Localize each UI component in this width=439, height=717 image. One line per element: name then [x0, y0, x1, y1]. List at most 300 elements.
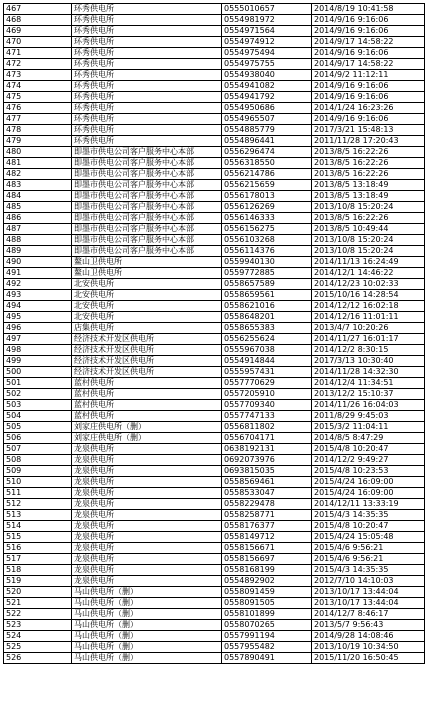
account-number-cell: 0554938040 [222, 70, 312, 81]
account-number-cell: 0558659561 [222, 290, 312, 301]
account-number-cell: 0558258771 [222, 510, 312, 521]
account-number-cell: 0555957431 [222, 367, 312, 378]
unit-cell: 环秀供电所 [72, 48, 222, 59]
row-number-cell: 511 [4, 488, 72, 499]
unit-cell: 即墨市供电公司客户服务中心本部 [72, 235, 222, 246]
unit-cell: 龙泉供电所 [72, 532, 222, 543]
account-number-cell: 0559772885 [222, 268, 312, 279]
account-number-cell: 0558533047 [222, 488, 312, 499]
account-number-cell: 0554896441 [222, 136, 312, 147]
table-row [4, 554, 425, 565]
account-number-cell: 0556126269 [222, 202, 312, 213]
unit-cell: 龙泉供电所 [72, 466, 222, 477]
unit-cell: 即墨市供电公司客户服务中心本部 [72, 224, 222, 235]
table-row [4, 356, 425, 367]
account-number-cell: 0558156671 [222, 543, 312, 554]
timestamp-cell: 2015/10/16 14:28:54 [312, 290, 425, 301]
table-row [4, 367, 425, 378]
timestamp-cell: 2013/8/5 16:22:26 [312, 158, 425, 169]
row-number-cell: 508 [4, 455, 72, 466]
table-row [4, 389, 425, 400]
table-row [4, 4, 425, 15]
table-row [4, 158, 425, 169]
row-number-cell: 518 [4, 565, 72, 576]
unit-cell: 马山供电所（删） [72, 587, 222, 598]
table-row [4, 510, 425, 521]
table-row [4, 103, 425, 114]
timestamp-cell: 2013/8/5 16:22:26 [312, 169, 425, 180]
account-number-cell: 0556178013 [222, 191, 312, 202]
table-row [4, 268, 425, 279]
row-number-cell: 505 [4, 422, 72, 433]
unit-cell: 环秀供电所 [72, 125, 222, 136]
row-number-cell: 503 [4, 400, 72, 411]
timestamp-cell: 2014/11/28 14:32:30 [312, 367, 425, 378]
account-number-cell: 0557709340 [222, 400, 312, 411]
account-number-cell: 0554965507 [222, 114, 312, 125]
row-number-cell: 492 [4, 279, 72, 290]
timestamp-cell: 2013/8/5 16:22:26 [312, 213, 425, 224]
unit-cell: 即墨市供电公司客户服务中心本部 [72, 180, 222, 191]
unit-cell: 环秀供电所 [72, 37, 222, 48]
unit-cell: 环秀供电所 [72, 92, 222, 103]
account-number-cell: 0558569461 [222, 477, 312, 488]
table-row [4, 81, 425, 92]
unit-cell: 龙泉供电所 [72, 521, 222, 532]
table-row [4, 48, 425, 59]
unit-cell: 龙泉供电所 [72, 455, 222, 466]
row-number-cell: 490 [4, 257, 72, 268]
account-number-cell: 0556103268 [222, 235, 312, 246]
account-number-cell: 0556318550 [222, 158, 312, 169]
timestamp-cell: 2013/8/5 13:18:49 [312, 191, 425, 202]
row-number-cell: 497 [4, 334, 72, 345]
account-number-cell: 0557991194 [222, 631, 312, 642]
timestamp-cell: 2014/8/19 10:41:58 [312, 4, 425, 15]
timestamp-cell: 2012/7/10 14:10:03 [312, 576, 425, 587]
row-number-cell: 524 [4, 631, 72, 642]
timestamp-cell: 2015/4/8 10:23:53 [312, 466, 425, 477]
table-row [4, 477, 425, 488]
table-row [4, 499, 425, 510]
data-table [3, 3, 425, 664]
row-number-cell: 512 [4, 499, 72, 510]
unit-cell: 即墨市供电公司客户服务中心本部 [72, 246, 222, 257]
table-row [4, 323, 425, 334]
account-number-cell: 0555967038 [222, 345, 312, 356]
unit-cell: 即墨市供电公司客户服务中心本部 [72, 213, 222, 224]
row-number-cell: 471 [4, 48, 72, 59]
account-number-cell: 0557770629 [222, 378, 312, 389]
unit-cell: 北安供电所 [72, 290, 222, 301]
unit-cell: 蓝村供电所 [72, 411, 222, 422]
timestamp-cell: 2015/4/8 10:20:47 [312, 444, 425, 455]
table-row [4, 455, 425, 466]
table-row [4, 444, 425, 455]
row-number-cell: 509 [4, 466, 72, 477]
account-number-cell: 0556146333 [222, 213, 312, 224]
row-number-cell: 500 [4, 367, 72, 378]
unit-cell: 马山供电所（删） [72, 653, 222, 664]
timestamp-cell: 2014/12/16 11:01:11 [312, 312, 425, 323]
account-number-cell: 0558091459 [222, 587, 312, 598]
account-number-cell: 0558091505 [222, 598, 312, 609]
table-row [4, 246, 425, 257]
account-number-cell: 0558657589 [222, 279, 312, 290]
timestamp-cell: 2014/12/4 11:34:51 [312, 378, 425, 389]
table-row [4, 642, 425, 653]
account-number-cell: 0556215659 [222, 180, 312, 191]
account-number-cell: 0556811802 [222, 422, 312, 433]
table-row [4, 488, 425, 499]
unit-cell: 龙泉供电所 [72, 499, 222, 510]
table-row [4, 191, 425, 202]
table-row [4, 15, 425, 26]
account-number-cell: 0692073976 [222, 455, 312, 466]
row-number-cell: 513 [4, 510, 72, 521]
timestamp-cell: 2013/10/8 15:20:24 [312, 202, 425, 213]
account-number-cell: 0554974912 [222, 37, 312, 48]
table-row [4, 92, 425, 103]
timestamp-cell: 2015/11/20 16:50:45 [312, 653, 425, 664]
table-row [4, 620, 425, 631]
row-number-cell: 483 [4, 180, 72, 191]
table-row [4, 301, 425, 312]
unit-cell: 龙泉供电所 [72, 554, 222, 565]
unit-cell: 刘家庄供电所（删） [72, 422, 222, 433]
account-number-cell: 0555010657 [222, 4, 312, 15]
row-number-cell: 468 [4, 15, 72, 26]
unit-cell: 环秀供电所 [72, 70, 222, 81]
row-number-cell: 523 [4, 620, 72, 631]
row-number-cell: 504 [4, 411, 72, 422]
row-number-cell: 501 [4, 378, 72, 389]
table-row [4, 136, 425, 147]
row-number-cell: 516 [4, 543, 72, 554]
unit-cell: 环秀供电所 [72, 15, 222, 26]
account-number-cell: 0559940130 [222, 257, 312, 268]
unit-cell: 龙泉供电所 [72, 477, 222, 488]
account-number-cell: 0558648201 [222, 312, 312, 323]
unit-cell: 龙泉供电所 [72, 510, 222, 521]
timestamp-cell: 2013/10/8 15:20:24 [312, 235, 425, 246]
timestamp-cell: 2013/4/7 10:20:26 [312, 323, 425, 334]
timestamp-cell: 2017/3/13 10:30:40 [312, 356, 425, 367]
account-number-cell: 0554971564 [222, 26, 312, 37]
timestamp-cell: 2014/12/1 14:46:22 [312, 268, 425, 279]
account-number-cell: 0554975494 [222, 48, 312, 59]
table-row [4, 653, 425, 664]
row-number-cell: 519 [4, 576, 72, 587]
table-row [4, 235, 425, 246]
unit-cell: 马山供电所（删） [72, 631, 222, 642]
unit-cell: 龙泉供电所 [72, 576, 222, 587]
row-number-cell: 472 [4, 59, 72, 70]
timestamp-cell: 2014/9/16 9:16:06 [312, 114, 425, 125]
timestamp-cell: 2014/9/16 9:16:06 [312, 81, 425, 92]
timestamp-cell: 2014/9/2 11:12:11 [312, 70, 425, 81]
table-row [4, 598, 425, 609]
account-number-cell: 0557890491 [222, 653, 312, 664]
timestamp-cell: 2014/9/16 9:16:06 [312, 92, 425, 103]
timestamp-cell: 2015/4/24 16:09:00 [312, 477, 425, 488]
timestamp-cell: 2014/11/26 16:04:03 [312, 400, 425, 411]
unit-cell: 蓝村供电所 [72, 400, 222, 411]
timestamp-cell: 2014/8/5 8:47:29 [312, 433, 425, 444]
table-row [4, 213, 425, 224]
table-row [4, 411, 425, 422]
row-number-cell: 469 [4, 26, 72, 37]
unit-cell: 蓝村供电所 [72, 378, 222, 389]
unit-cell: 北安供电所 [72, 301, 222, 312]
timestamp-cell: 2014/9/16 9:16:06 [312, 15, 425, 26]
row-number-cell: 520 [4, 587, 72, 598]
unit-cell: 环秀供电所 [72, 4, 222, 15]
unit-cell: 即墨市供电公司客户服务中心本部 [72, 158, 222, 169]
table-row [4, 70, 425, 81]
account-number-cell: 0557747133 [222, 411, 312, 422]
table-row [4, 147, 425, 158]
row-number-cell: 470 [4, 37, 72, 48]
row-number-cell: 485 [4, 202, 72, 213]
row-number-cell: 494 [4, 301, 72, 312]
row-number-cell: 515 [4, 532, 72, 543]
row-number-cell: 482 [4, 169, 72, 180]
account-number-cell: 0554914844 [222, 356, 312, 367]
unit-cell: 即墨市供电公司客户服务中心本部 [72, 147, 222, 158]
row-number-cell: 525 [4, 642, 72, 653]
account-number-cell: 0556704171 [222, 433, 312, 444]
unit-cell: 经济技术开发区供电所 [72, 356, 222, 367]
table-row [4, 312, 425, 323]
row-number-cell: 522 [4, 609, 72, 620]
table-row [4, 400, 425, 411]
row-number-cell: 499 [4, 356, 72, 367]
unit-cell: 鳌山卫供电所 [72, 257, 222, 268]
row-number-cell: 481 [4, 158, 72, 169]
account-number-cell: 0557205910 [222, 389, 312, 400]
account-number-cell: 0558070265 [222, 620, 312, 631]
timestamp-cell: 2015/4/3 14:35:35 [312, 510, 425, 521]
timestamp-cell: 2014/9/17 14:58:22 [312, 59, 425, 70]
unit-cell: 经济技术开发区供电所 [72, 334, 222, 345]
account-number-cell: 0558101899 [222, 609, 312, 620]
account-number-cell: 0558655383 [222, 323, 312, 334]
account-number-cell: 0554941082 [222, 81, 312, 92]
table-row [4, 334, 425, 345]
row-number-cell: 467 [4, 4, 72, 15]
table-row [4, 26, 425, 37]
account-number-cell: 0556156275 [222, 224, 312, 235]
row-number-cell: 476 [4, 103, 72, 114]
timestamp-cell: 2013/10/17 13:44:04 [312, 587, 425, 598]
account-number-cell: 0558149712 [222, 532, 312, 543]
row-number-cell: 475 [4, 92, 72, 103]
account-number-cell: 0558229478 [222, 499, 312, 510]
row-number-cell: 478 [4, 125, 72, 136]
timestamp-cell: 2013/8/5 16:22:26 [312, 147, 425, 158]
unit-cell: 经济技术开发区供电所 [72, 367, 222, 378]
timestamp-cell: 2015/4/8 10:20:47 [312, 521, 425, 532]
timestamp-cell: 2013/5/7 9:56:43 [312, 620, 425, 631]
row-number-cell: 489 [4, 246, 72, 257]
unit-cell: 刘家庄供电所（删） [72, 433, 222, 444]
timestamp-cell: 2014/12/2 8:30:15 [312, 345, 425, 356]
unit-cell: 环秀供电所 [72, 103, 222, 114]
timestamp-cell: 2014/12/12 16:02:18 [312, 301, 425, 312]
timestamp-cell: 2015/4/6 9:56:21 [312, 543, 425, 554]
timestamp-cell: 2013/8/5 10:49:44 [312, 224, 425, 235]
row-number-cell: 480 [4, 147, 72, 158]
table-row [4, 466, 425, 477]
table-row [4, 169, 425, 180]
account-number-cell: 0556255624 [222, 334, 312, 345]
row-number-cell: 487 [4, 224, 72, 235]
table-row [4, 37, 425, 48]
row-number-cell: 507 [4, 444, 72, 455]
unit-cell: 即墨市供电公司客户服务中心本部 [72, 202, 222, 213]
unit-cell: 环秀供电所 [72, 81, 222, 92]
table-row [4, 279, 425, 290]
account-number-cell: 0556114376 [222, 246, 312, 257]
unit-cell: 店集供电所 [72, 323, 222, 334]
row-number-cell: 477 [4, 114, 72, 125]
timestamp-cell: 2014/9/17 14:58:22 [312, 37, 425, 48]
unit-cell: 即墨市供电公司客户服务中心本部 [72, 191, 222, 202]
row-number-cell: 526 [4, 653, 72, 664]
timestamp-cell: 2015/4/3 14:35:35 [312, 565, 425, 576]
table-row [4, 202, 425, 213]
account-number-cell: 0554975755 [222, 59, 312, 70]
timestamp-cell: 2014/12/2 9:49:27 [312, 455, 425, 466]
account-number-cell: 0557955482 [222, 642, 312, 653]
table-row [4, 257, 425, 268]
unit-cell: 龙泉供电所 [72, 444, 222, 455]
timestamp-cell: 2011/11/28 17:20:43 [312, 136, 425, 147]
table-row [4, 543, 425, 554]
row-number-cell: 479 [4, 136, 72, 147]
table-row [4, 125, 425, 136]
table-row [4, 565, 425, 576]
unit-cell: 环秀供电所 [72, 59, 222, 70]
unit-cell: 环秀供电所 [72, 26, 222, 37]
timestamp-cell: 2014/12/11 13:33:19 [312, 499, 425, 510]
timestamp-cell: 2014/1/24 16:23:26 [312, 103, 425, 114]
unit-cell: 马山供电所（删） [72, 598, 222, 609]
timestamp-cell: 2013/10/19 10:34:50 [312, 642, 425, 653]
timestamp-cell: 2013/10/17 13:44:04 [312, 598, 425, 609]
row-number-cell: 498 [4, 345, 72, 356]
table-row [4, 114, 425, 125]
timestamp-cell: 2013/10/8 15:20:24 [312, 246, 425, 257]
table-row [4, 224, 425, 235]
row-number-cell: 491 [4, 268, 72, 279]
unit-cell: 马山供电所（删） [72, 620, 222, 631]
timestamp-cell: 2017/3/21 15:48:13 [312, 125, 425, 136]
table-row [4, 180, 425, 191]
account-number-cell: 0693815035 [222, 466, 312, 477]
table-row [4, 378, 425, 389]
account-number-cell: 0554950686 [222, 103, 312, 114]
row-number-cell: 521 [4, 598, 72, 609]
table-row [4, 609, 425, 620]
unit-cell: 龙泉供电所 [72, 543, 222, 554]
timestamp-cell: 2015/3/2 11:04:11 [312, 422, 425, 433]
account-number-cell: 0558168199 [222, 565, 312, 576]
row-number-cell: 506 [4, 433, 72, 444]
timestamp-cell: 2013/12/2 15:10:37 [312, 389, 425, 400]
unit-cell: 经济技术开发区供电所 [72, 345, 222, 356]
unit-cell: 马山供电所（删） [72, 609, 222, 620]
timestamp-cell: 2014/12/7 8:46:17 [312, 609, 425, 620]
table-row [4, 433, 425, 444]
table-body [4, 4, 425, 664]
timestamp-cell: 2015/4/6 9:56:21 [312, 554, 425, 565]
table-row [4, 532, 425, 543]
unit-cell: 北安供电所 [72, 312, 222, 323]
row-number-cell: 484 [4, 191, 72, 202]
account-number-cell: 0554892902 [222, 576, 312, 587]
account-number-cell: 0554885779 [222, 125, 312, 136]
timestamp-cell: 2015/4/24 16:09:00 [312, 488, 425, 499]
timestamp-cell: 2014/9/16 9:16:06 [312, 48, 425, 59]
row-number-cell: 474 [4, 81, 72, 92]
timestamp-cell: 2014/9/16 9:16:06 [312, 26, 425, 37]
unit-cell: 龙泉供电所 [72, 565, 222, 576]
account-number-cell: 0556296474 [222, 147, 312, 158]
row-number-cell: 473 [4, 70, 72, 81]
row-number-cell: 510 [4, 477, 72, 488]
table-row [4, 422, 425, 433]
row-number-cell: 502 [4, 389, 72, 400]
table-row [4, 576, 425, 587]
unit-cell: 马山供电所（删） [72, 642, 222, 653]
table-row [4, 59, 425, 70]
account-number-cell: 0558156697 [222, 554, 312, 565]
account-number-cell: 0558621016 [222, 301, 312, 312]
unit-cell: 鳌山卫供电所 [72, 268, 222, 279]
unit-cell: 蓝村供电所 [72, 389, 222, 400]
account-number-cell: 0554981972 [222, 15, 312, 26]
unit-cell: 龙泉供电所 [72, 488, 222, 499]
account-number-cell: 0638192131 [222, 444, 312, 455]
table-row [4, 631, 425, 642]
timestamp-cell: 2015/4/24 15:05:48 [312, 532, 425, 543]
unit-cell: 环秀供电所 [72, 136, 222, 147]
table-row [4, 345, 425, 356]
timestamp-cell: 2011/8/29 9:45:03 [312, 411, 425, 422]
row-number-cell: 495 [4, 312, 72, 323]
row-number-cell: 514 [4, 521, 72, 532]
row-number-cell: 488 [4, 235, 72, 246]
timestamp-cell: 2014/11/13 16:24:49 [312, 257, 425, 268]
row-number-cell: 493 [4, 290, 72, 301]
table-row [4, 290, 425, 301]
table-row [4, 521, 425, 532]
row-number-cell: 517 [4, 554, 72, 565]
timestamp-cell: 2013/8/5 13:18:49 [312, 180, 425, 191]
table-row [4, 587, 425, 598]
row-number-cell: 496 [4, 323, 72, 334]
account-number-cell: 0554941792 [222, 92, 312, 103]
row-number-cell: 486 [4, 213, 72, 224]
unit-cell: 环秀供电所 [72, 114, 222, 125]
timestamp-cell: 2014/11/27 16:01:17 [312, 334, 425, 345]
unit-cell: 北安供电所 [72, 279, 222, 290]
account-number-cell: 0556214786 [222, 169, 312, 180]
timestamp-cell: 2014/12/23 10:02:33 [312, 279, 425, 290]
unit-cell: 即墨市供电公司客户服务中心本部 [72, 169, 222, 180]
